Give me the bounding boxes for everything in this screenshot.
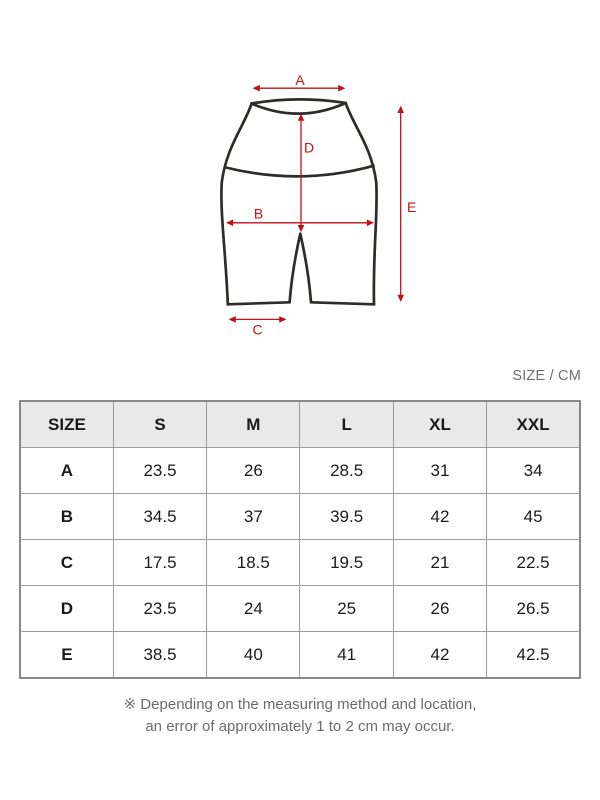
row-label: D [20, 586, 113, 632]
measurement-label-c: C [252, 321, 263, 338]
size-value-cell: 34.5 [113, 494, 206, 540]
right-side-seam [346, 104, 377, 305]
size-value-cell: 17.5 [113, 540, 206, 586]
measurement-row-e [20, 632, 580, 679]
size-value-cell: 34 [487, 448, 580, 494]
measurement-arrow-e [397, 106, 416, 302]
footnote [0, 694, 600, 738]
measurement-row-a [20, 448, 580, 494]
arrowhead-right-icon [338, 85, 345, 92]
column-header-s: S [113, 401, 206, 448]
measurement-row-d [20, 586, 580, 632]
size-value-cell: 42.5 [487, 632, 580, 679]
size-value-cell: 41 [300, 632, 393, 679]
column-header-size: SIZE [20, 401, 113, 448]
size-value-cell: 19.5 [300, 540, 393, 586]
measurement-arrow-b [226, 206, 374, 227]
arrowhead-down-icon [397, 295, 404, 302]
measurement-label-a: A [295, 72, 305, 88]
left-leg-hem [228, 302, 290, 304]
right-leg-hem [311, 302, 374, 304]
high-waist-panel-curve [226, 166, 374, 177]
size-value-cell: 37 [207, 494, 300, 540]
size-value-cell: 42 [393, 494, 486, 540]
size-value-cell: 23.5 [113, 586, 206, 632]
footnote-line-2: an error of approximately 1 to 2 cm may occur. [145, 718, 455, 735]
header-row [20, 401, 580, 448]
measurement-arrow-c [229, 316, 287, 337]
arrowhead-left-icon [229, 316, 236, 323]
row-label: B [20, 494, 113, 540]
left-side-seam [221, 104, 251, 304]
shorts-outline [221, 99, 376, 304]
size-value-cell: 25 [300, 586, 393, 632]
arrowhead-up-icon [397, 106, 404, 113]
size-value-cell: 28.5 [300, 448, 393, 494]
row-label: C [20, 540, 113, 586]
size-value-cell: 42 [393, 632, 486, 679]
footnote-line-1: ※ Depending on the measuring method and location, [123, 696, 477, 713]
measurement-label-d: D [304, 139, 315, 156]
size-value-cell: 24 [207, 586, 300, 632]
arrowhead-down-icon [298, 225, 305, 232]
arrowhead-right-icon [367, 220, 374, 227]
measurement-arrow-d [298, 114, 314, 233]
size-value-cell: 18.5 [207, 540, 300, 586]
size-value-cell: 26 [207, 448, 300, 494]
column-header-xxl: XXL [487, 401, 580, 448]
size-unit-label: SIZE / CM [512, 368, 581, 384]
arrowhead-left-icon [253, 85, 260, 92]
arrowhead-right-icon [279, 316, 286, 323]
column-header-xl: XL [393, 401, 486, 448]
shorts-measurement-diagram [0, 0, 600, 360]
size-table [19, 400, 581, 679]
row-label: A [20, 448, 113, 494]
arrowhead-left-icon [226, 220, 233, 227]
waistband-top-edge [252, 99, 346, 103]
size-value-cell: 21 [393, 540, 486, 586]
measurement-label-e: E [407, 199, 417, 215]
size-table-header [20, 401, 580, 448]
inner-leg-right [300, 234, 311, 302]
measurement-row-b [20, 494, 580, 540]
measurement-label-b: B [253, 205, 264, 222]
size-value-cell: 26 [393, 586, 486, 632]
size-value-cell: 31 [393, 448, 486, 494]
inner-leg-left [290, 234, 301, 302]
size-value-cell: 40 [207, 632, 300, 679]
size-value-cell: 38.5 [113, 632, 206, 679]
column-header-l: L [300, 401, 393, 448]
measurement-arrow-a [253, 72, 346, 92]
waistband-opening-curve [252, 103, 346, 114]
size-value-cell: 26.5 [487, 586, 580, 632]
row-label: E [20, 632, 113, 679]
size-value-cell: 22.5 [487, 540, 580, 586]
measurement-row-c [20, 540, 580, 586]
size-value-cell: 39.5 [300, 494, 393, 540]
size-value-cell: 45 [487, 494, 580, 540]
size-value-cell: 23.5 [113, 448, 206, 494]
column-header-m: M [207, 401, 300, 448]
